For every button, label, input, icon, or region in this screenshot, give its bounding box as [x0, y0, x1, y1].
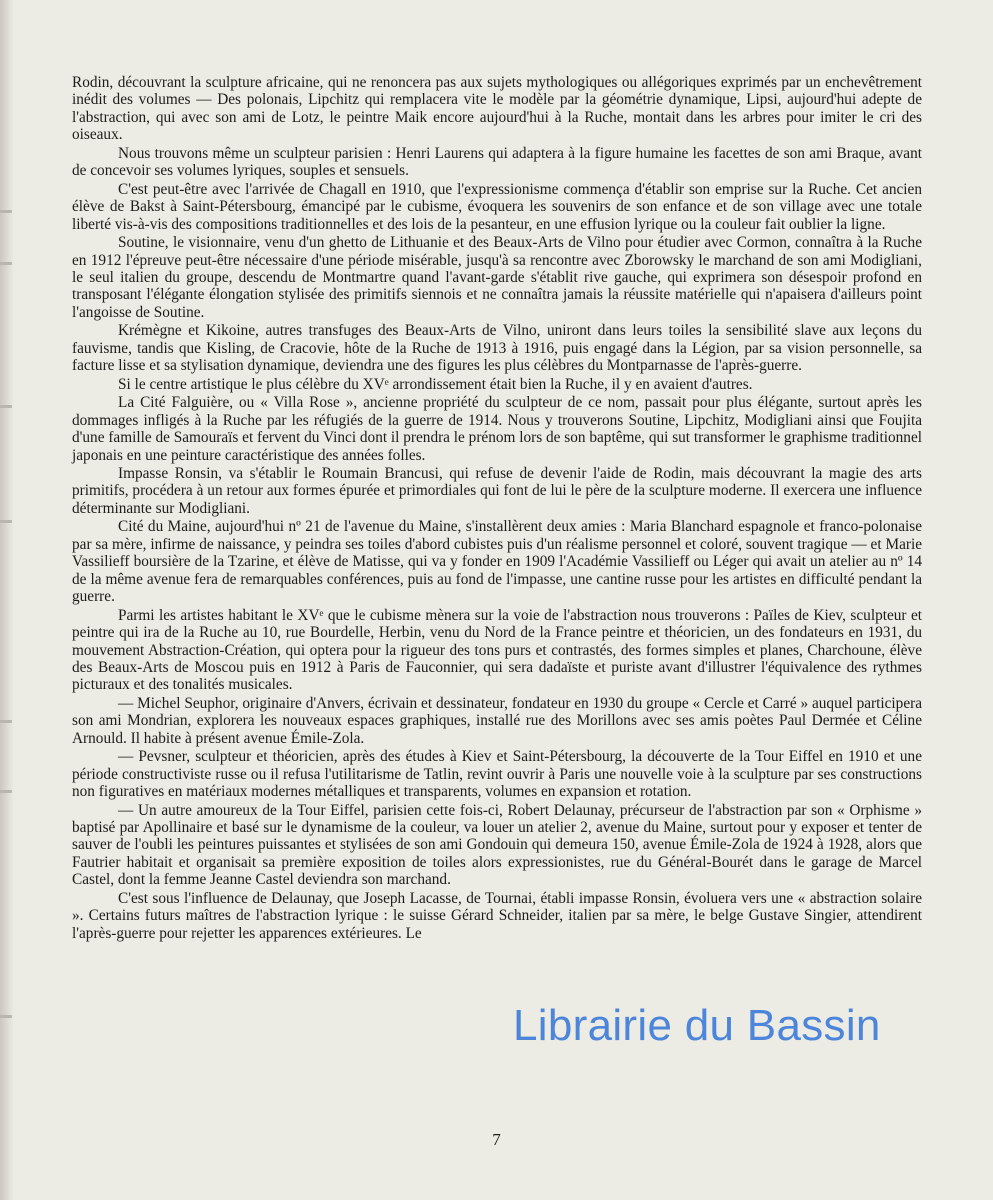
paragraph: Parmi les artistes habitant le XVᵉ que le cubisme mènera sur la voie de l'abstraction nous trouverons : Païles de Kiev, sculpteur et peintre qui ira de la Ruche au 10, rue Bourdelle, Herbin, venu du Nord de la France peintre et théoricien, un des fondateurs en 1931, du mouvement Abstraction-Création, qui optera pour la rigueur des tons purs et contrastés, des formes simples et planes, Charchoune, élève des Beaux-Arts de Moscou puis en 1912 à Paris de Fauconnier, qui sera dadaïste et puriste avant d'illustrer l'équivalence des rythmes picturaux et des tonalités musicales. [72, 606, 922, 694]
paragraph: — Michel Seuphor, originaire d'Anvers, écrivain et dessinateur, fondateur en 1930 du groupe « Cercle et Carré » auquel participera son ami Mondrian, explorera les nouveaux espaces graphiques, installé rue des Morillons avec ses amis poètes Paul Dermée et Céline Arnould. Il habite à présent avenue Émile-Zola. [72, 694, 922, 747]
watermark: Librairie du Bassin [513, 1001, 881, 1050]
paragraph: Krémègne et Kikoine, autres transfuges des Beaux-Arts de Vilno, uniront dans leurs toiles la sensibilité slave aux leçons du fauvisme, tandis que Kisling, de Cracovie, hôte de la Ruche de 1913 à 1916, puis engagé dans la Légion, par sa vision personnelle, sa facture lisse et sa stylisation dynamique, deviendra une des figures les plus célèbres du Montparnasse de l'après-guerre. [72, 322, 922, 375]
bleed-through-mark [0, 405, 12, 408]
page-number: 7 [492, 1130, 501, 1149]
page-edge [0, 0, 14, 1200]
bleed-through-mark [0, 262, 12, 265]
bleed-through-mark [0, 790, 12, 793]
paragraph: Soutine, le visionnaire, venu d'un ghetto de Lithuanie et des Beaux-Arts de Vilno pour étudier avec Cormon, connaîtra à la Ruche en 1912 l'épreuve peut-être nécessaire d'une période misérable, jusqu'à sa rencontre avec Zborowsky le marchand de son ami Modigliani, le seul italien du groupe, descendu de Montmartre quand l'avant-garde s'établit rive gauche, qui exprimera son désespoir profond en transposant l'élégante élongation stylisée des primitifs siennois et ne connaîtra jamais la réussite matérielle qui n'apaisera d'ailleurs point l'angoisse de Soutine. [72, 234, 922, 321]
paragraph: Impasse Ronsin, va s'établir le Roumain Brancusi, qui refuse de devenir l'aide de Rodin, mais découvrant la magie des arts primitifs, procédera à un retour aux formes épurée et primordiales qui font de lui le père de la sculpture moderne. Il exercera une influence déterminante sur Modigliani. [72, 464, 922, 517]
body-text [72, 74, 922, 943]
paragraph: C'est peut-être avec l'arrivée de Chagall en 1910, que l'expressionisme commença d'établir son emprise sur la Ruche. Cet ancien élève de Bakst à Saint-Pétersbourg, émancipé par le cubisme, évoquera les souvenirs de son enfance et de son village avec une totale liberté vis-à-vis des compositions traditionnelles et des lois de la pesanteur, en une effusion lyrique ou la couleur fait oublier la ligne. [72, 180, 922, 233]
bleed-through-mark [0, 210, 12, 213]
paragraph: — Pevsner, sculpteur et théoricien, après des études à Kiev et Saint-Pétersbourg, la découverte de la Tour Eiffel en 1910 et une période constructiviste russe ou il refusa l'utilitarisme de Tatlin, revint ouvrir à Paris une nouvelle voie à la sculpture par ses constructions non figuratives en matériaux modernes métalliques et transparents, volumes en expansion et rotation. [72, 748, 922, 801]
paragraph: Rodin, découvrant la sculpture africaine, qui ne renoncera pas aux sujets mythologiques ou allégoriques exprimés par un enchevêtrement inédit des volumes — Des polonais, Lipchitz qui remplacera vite le modèle par la géométrie dynamique, Lipsi, aujourd'hui adepte de l'abstraction, qui avec son ami de Lotz, le peintre Maik encore aujourd'hui à la Ruche, montait dans les arbres pour imiter le cri des oiseaux. [72, 74, 922, 144]
paragraph: La Cité Falguière, ou « Villa Rose », ancienne propriété du sculpteur de ce nom, passait pour plus élégante, surtout après les dommages infligés à la Ruche par les réfugiés de la guerre de 1914. Nous y trouverons Soutine, Lipchitz, Modigliani ainsi que Foujita d'une famille de Samouraïs et fervent du Vinci dont il prendra le prénom lors de son baptême, qui sut transformer le graphisme traditionnel japonais en une peinture caractéristique des années folles. [72, 394, 922, 464]
paragraph: Nous trouvons même un sculpteur parisien : Henri Laurens qui adaptera à la figure humaine les facettes de son ami Braque, avant de concevoir ses volumes lyriques, souples et sensuels. [72, 144, 922, 180]
bleed-through-mark [0, 520, 12, 523]
paragraph: C'est sous l'influence de Delaunay, que Joseph Lacasse, de Tournai, établi impasse Ronsin, évoluera vers une « abstraction solaire ». Certains futurs maîtres de l'abstraction lyrique : le suisse Gérard Schneider, italien par sa mère, le belge Gustave Singier, attendirent l'après-guerre pour rejetter les apparences extérieures. Le [72, 889, 922, 942]
paragraph: Cité du Maine, aujourd'hui nº 21 de l'avenue du Maine, s'installèrent deux amies : Maria Blanchard espagnole et franco-polonaise par sa mère, infirme de naissance, y peindra ses toiles d'abord cubistes puis d'un réalisme personnel et coloré, souvent tragique — et Marie Vassilieff boursière de la Tzarine, et élève de Matisse, qui va y fonder en 1909 l'Académie Vassilieff ou Léger qui avait un atelier au nº 14 de la même avenue fera de remarquables conférences, puis au fond de l'impasse, une cantine russe pour les artistes en difficulté pendant la guerre. [72, 518, 922, 606]
bleed-through-mark [0, 720, 12, 723]
paragraph: — Un autre amoureux de la Tour Eiffel, parisien cette fois-ci, Robert Delaunay, précurseur de l'abstraction par son « Orphisme » baptisé par Apollinaire et basé sur le dynamisme de la couleur, va louer un atelier 2, avenue du Maine, surtout pour y exposer et tenter de sauver de l'oubli les peintures puissantes et stylisées de son ami Gondouin qui demeura 150, avenue Émile-Zola de 1924 à 1928, alors que Fautrier habitait et organisait sa première exposition de toiles alors expressionistes, rue du Général-Bourét dans le garage de Marcel Castel, dont la femme Jeanne Castel deviendra son marchand. [72, 801, 922, 889]
paragraph: Si le centre artistique le plus célèbre du XVᵉ arrondissement était bien la Ruche, il y en avaient d'autres. [118, 375, 753, 393]
bleed-through-mark [0, 1015, 12, 1018]
